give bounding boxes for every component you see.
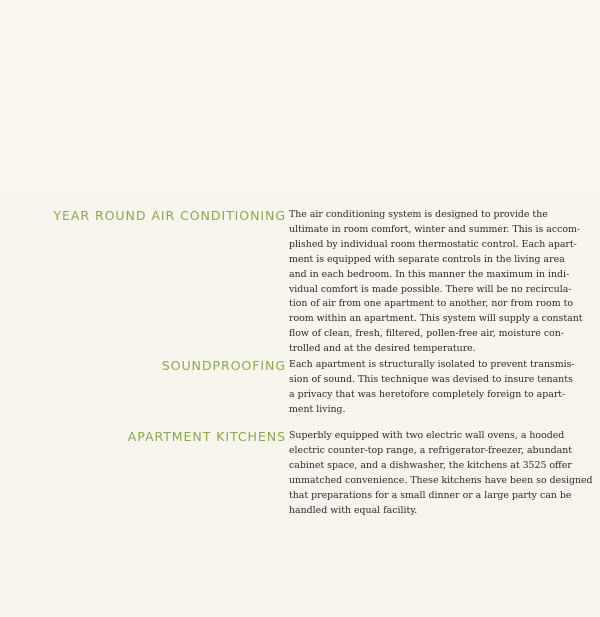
body-line: ultimate in room comfort, winter and summer. This is accom- — [289, 223, 581, 235]
body-line: that preparations for a small dinner or a large party can be — [289, 489, 572, 501]
body-line: cabinet space, and a dishwasher, the kitchens at 3525 offer — [289, 459, 572, 471]
body-line: a privacy that was heretofore completely foreign to apart- — [289, 388, 566, 400]
section-body — [289, 358, 575, 418]
body-line: room within an apartment. This system will supply a constant — [289, 313, 583, 325]
body-line: The air conditioning system is designed to provide the — [289, 209, 548, 220]
body-line: and in each bedroom. In this manner the maximum in indi- — [289, 268, 570, 280]
body-line: ment is equipped with separate controls in the living area — [289, 253, 565, 265]
body-line: plished by individual room thermostatic control. Each apart- — [289, 238, 577, 250]
body-line: unmatched convenience. These kitchens have been so designed — [289, 474, 593, 486]
body-line: trolled and at the desired temperature. — [289, 343, 476, 355]
body-line: tion of air from one apartment to another, nor from room to — [289, 298, 573, 310]
body-line: flow of clean, fresh, filtered, pollen-free air, moisture con- — [289, 328, 564, 340]
section-body — [289, 208, 583, 357]
body-line: electric counter-top range, a refrigerator-freezer, abundant — [289, 444, 573, 456]
section-heading: YEAR ROUND AIR CONDITIONING — [53, 208, 286, 223]
body-line: ment living. — [289, 403, 346, 415]
body-line: vidual comfort is made possible. There will be no recircula- — [289, 283, 572, 295]
section-heading: SOUNDPROOFING — [161, 358, 286, 373]
body-line: Superbly equipped with two electric wall ovens, a hooded — [289, 430, 565, 441]
body-line: handled with equal facility. — [289, 504, 418, 516]
body-line: Each apartment is structurally isolated to prevent transmis- — [289, 359, 575, 370]
body-line: sion of sound. This technique was devised to insure tenants — [289, 373, 573, 385]
section-heading: APARTMENT KITCHENS — [127, 429, 286, 444]
section-body — [289, 429, 593, 518]
